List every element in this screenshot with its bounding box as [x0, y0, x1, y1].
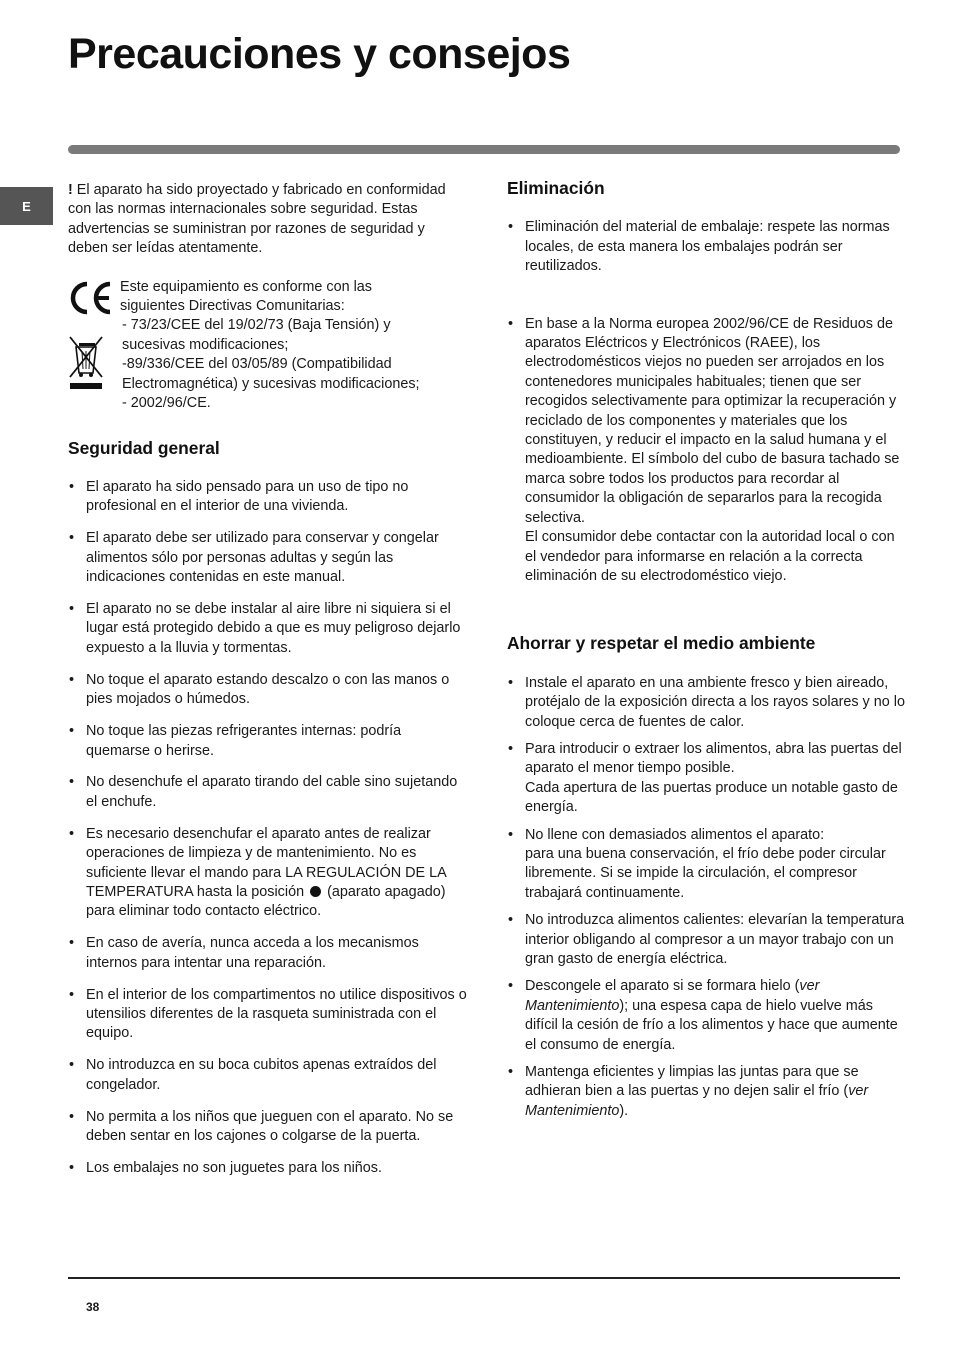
intro-paragraph: [68, 181, 468, 259]
warning-mark: !: [68, 182, 73, 198]
list-item-text: El consumidor debe contactar con la autoridad local o con el vendedor para informarse en relación a la correcta eliminación de su electrodoméstico viejo.: [525, 529, 895, 584]
list-item: • No desenchufe el aparato tirando del cable sino sujetando el enchufe.: [68, 773, 468, 812]
list-item: • Instale el aparato en una ambiente fresco y bien aireado, protéjalo de la exposición directa a los rayos solares y no lo coloque cerca de fuentes de calor.: [507, 674, 905, 732]
list-item: • No introduzca en su boca cubitos apenas extraídos del congelador.: [68, 1056, 468, 1095]
title-divider: [68, 145, 900, 154]
ahorrar-list: [507, 674, 905, 1122]
list-item-text: Para introducir o extraer los alimentos, abra las puertas del aparato el menor tiempo posible.: [525, 740, 902, 777]
list-item: • No permita a los niños que jueguen con el aparato. No se deben sentar en los cajones o colgarse de la puerta.: [68, 1108, 468, 1147]
list-item: • Los embalajes no son juguetes para los niños.: [68, 1159, 468, 1178]
ce-line: sucesivas modificaciones;: [122, 336, 289, 353]
ce-line: siguientes Directivas Comunitarias:: [120, 298, 345, 315]
list-item: • En el interior de los compartimentos no utilice dispositivos o utensilios diferentes de la rasqueta suministrada con el equipo.: [68, 986, 468, 1044]
list-item-text: ).: [619, 1102, 629, 1119]
list-item-text: Es necesario desenchufar el aparato antes de realizar operaciones de limpieza y de mantenimiento. No es suficiente llevar el mando para LA REGULACIÓN DE LA TEMPERATURA hasta la posición: [86, 825, 446, 900]
language-tab: E: [0, 187, 53, 225]
list-item: [507, 740, 905, 818]
list-item-text: No llene con demasiados alimentos el aparato:: [525, 826, 825, 843]
page-title: Precauciones y consejos: [68, 30, 571, 78]
list-item: [507, 977, 905, 1055]
eliminacion-list: [507, 218, 905, 586]
intro-text: El aparato ha sido proyectado y fabricado en conformidad con las normas internacionales sobre seguridad. Estas advertencias se suministran por razones de seguridad y deben ser leídas atentamente.: [68, 182, 446, 257]
list-item: [507, 315, 905, 587]
list-item: • No toque el aparato estando descalzo o con las manos o pies mojados o húmedos.: [68, 671, 468, 710]
ce-line: Electromagnética) y sucesivas modificaciones;: [122, 375, 420, 392]
ce-mark-icon: [68, 280, 114, 316]
list-item: • En caso de avería, nunca acceda a los mecanismos internos para intentar una reparación.: [68, 934, 468, 973]
ce-directives-text: [120, 278, 465, 414]
right-column: [507, 179, 905, 1129]
crossed-bin-icon: [68, 335, 104, 391]
ce-line: Este equipamiento es conforme con las: [120, 278, 372, 295]
ce-line: - 73/23/CEE del 19/02/73 (Baja Tensión) y: [122, 317, 391, 334]
seguridad-heading: Seguridad general: [68, 437, 220, 458]
list-item-text: Mantenga eficientes y limpias las juntas para que se adhieran bien a las puertas y no dejen salir el frío (: [525, 1064, 859, 1100]
list-item-text: para una buena conservación, el frío debe poder circular libremente. Si se impide la circulación, el compresor trabajará continuamente.: [525, 845, 886, 901]
list-item-text: (aparato apagado) para eliminar todo contacto eléctrico.: [86, 883, 446, 920]
ce-conformity-block: [68, 278, 468, 413]
list-item: [68, 825, 468, 922]
list-item: • El aparato debe ser utilizado para conservar y congelar alimentos sólo por personas adultas y según las indicaciones contenidas en este manual.: [68, 529, 468, 587]
cross-reference: ver Mantenimiento: [525, 1083, 869, 1119]
list-item: • El aparato ha sido pensado para un uso de tipo no profesional en el interior de una vivienda.: [68, 478, 468, 517]
ahorrar-heading: Ahorrar y respetar el medio ambiente: [507, 633, 816, 654]
ce-line: - 2002/96/CE.: [122, 395, 211, 412]
footer-divider: [68, 1277, 900, 1279]
list-item: • No introduzca alimentos calientes: elevarían la temperatura interior obligando al compresor a un mayor trabajo con un gran gasto de energía eléctrica.: [507, 911, 905, 969]
list-item: [507, 826, 905, 904]
list-item-text: Cada apertura de las puertas produce un notable gasto de energía.: [525, 779, 898, 816]
off-position-icon: [310, 886, 321, 897]
eliminacion-heading: Eliminación: [507, 178, 605, 198]
cross-reference: ver Mantenimiento: [525, 978, 820, 1014]
list-item-text: En base a la Norma europea 2002/96/CE de Residuos de aparatos Eléctricos y Electrónicos (RAEE), los electrodomésticos viejos no pueden ser arrojados en los contenedores municipales habituales; tienen que ser recogidos selectivamente para optimizar la recuperación y reciclado de los componentes y materiales que los constituyen, y reducir el impacto en la salud humana y el medioambiente. El símbolo del cubo de basura tachado se marca sobre todos los productos para recordar al consumidor la obligación de separarlos para la recogida selectiva.: [525, 315, 900, 526]
list-item: • El aparato no se debe instalar al aire libre ni siquiera si el lugar está protegido debido a que es muy peligroso dejarlo expuesto a la lluvia y tormentas.: [68, 600, 468, 658]
left-column: [68, 181, 468, 1191]
list-item-text: Descongele el aparato si se formara hielo (: [525, 978, 800, 995]
list-item: • Eliminación del material de embalaje: respete las normas locales, de esta manera los embalajes podrán ser reutilizados.: [507, 218, 905, 276]
ce-line: -89/336/CEE del 03/05/89 (Compatibilidad: [122, 356, 392, 373]
list-item: [507, 1063, 905, 1121]
page-number: 38: [86, 1300, 100, 1314]
list-item: • No toque las piezas refrigerantes internas: podría quemarse o herirse.: [68, 722, 468, 761]
list-item-text: ); una espesa capa de hielo vuelve más difícil la cesión de frío a los alimentos y hace que aumente el consumo de energía.: [525, 997, 898, 1053]
seguridad-list: [68, 478, 468, 1178]
